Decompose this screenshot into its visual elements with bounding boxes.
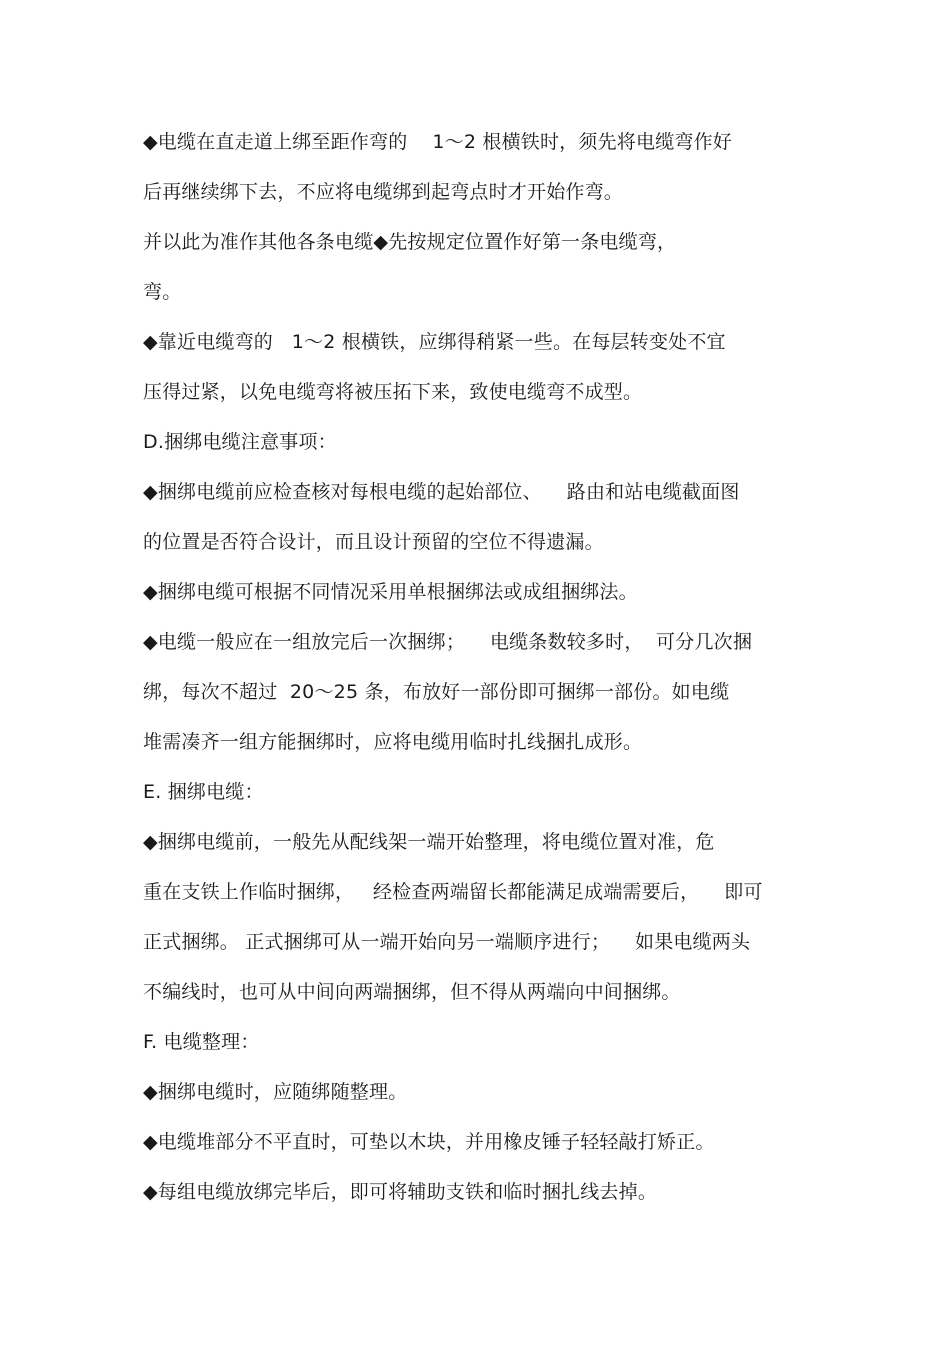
text-line: 并以此为准作其他各条电缆◆先按规定位置作好第一条电缆弯， xyxy=(143,231,677,253)
section-heading: F. 电缆整理： xyxy=(143,1031,260,1053)
text-line: 绑，每次不超过 20～25 条，布放好一部份即可捆绑一部份。如电缆 xyxy=(143,681,730,703)
section-heading: E. 捆绑电缆： xyxy=(143,781,264,803)
text-line: 不编线时，也可从中间向两端捆绑，但不得从两端向中间捆绑。 xyxy=(143,981,681,1003)
text-line: ◆捆绑电缆前，一般先从配线架一端开始整理，将电缆位置对准，危 xyxy=(143,831,715,853)
text-line: ◆每组电缆放绑完毕后，即可将辅助支铁和临时捆扎线去掉。 xyxy=(143,1181,658,1203)
text-line: 正式捆绑。 正式捆绑可从一端开始向另一端顺序进行； 如果电缆两头 xyxy=(143,931,751,953)
text-line: 的位置是否符合设计，而且设计预留的空位不得遗漏。 xyxy=(143,531,604,553)
text-line: ◆捆绑电缆可根据不同情况采用单根捆绑法或成组捆绑法。 xyxy=(143,581,638,603)
text-line: 后再继续绑下去，不应将电缆绑到起弯点时才开始作弯。 xyxy=(143,181,624,203)
text-line: ◆捆绑电缆前应检查核对每根电缆的起始部位、 路由和站电缆截面图 xyxy=(143,481,740,503)
text-line: ◆电缆一般应在一组放完后一次捆绑； 电缆条数较多时， 可分几次捆 xyxy=(143,631,753,653)
section-heading: D.捆绑电缆注意事项： xyxy=(143,431,337,453)
text-line: ◆电缆在直走道上绑至距作弯的 1～2 根横铁时，须先将电缆弯作好 xyxy=(143,131,732,153)
text-line: 压得过紧，以免电缆弯将被压拓下来，致使电缆弯不成型。 xyxy=(143,381,643,403)
text-line: ◆靠近电缆弯的 1～2 根横铁，应绑得稍紧一些。在每层转变处不宜 xyxy=(143,331,726,353)
text-line: 堆需凑齐一组方能捆绑时，应将电缆用临时扎线捆扎成形。 xyxy=(143,731,643,753)
text-line: ◆捆绑电缆时，应随绑随整理。 xyxy=(143,1081,408,1103)
text-line: 重在支铁上作临时捆绑， 经检查两端留长都能满足成端需要后， 即可 xyxy=(143,881,763,903)
text-line: 弯。 xyxy=(143,281,182,303)
text-line: ◆电缆堆部分不平直时，可垫以木块，并用橡皮锤子轻轻敲打矫正。 xyxy=(143,1131,715,1153)
